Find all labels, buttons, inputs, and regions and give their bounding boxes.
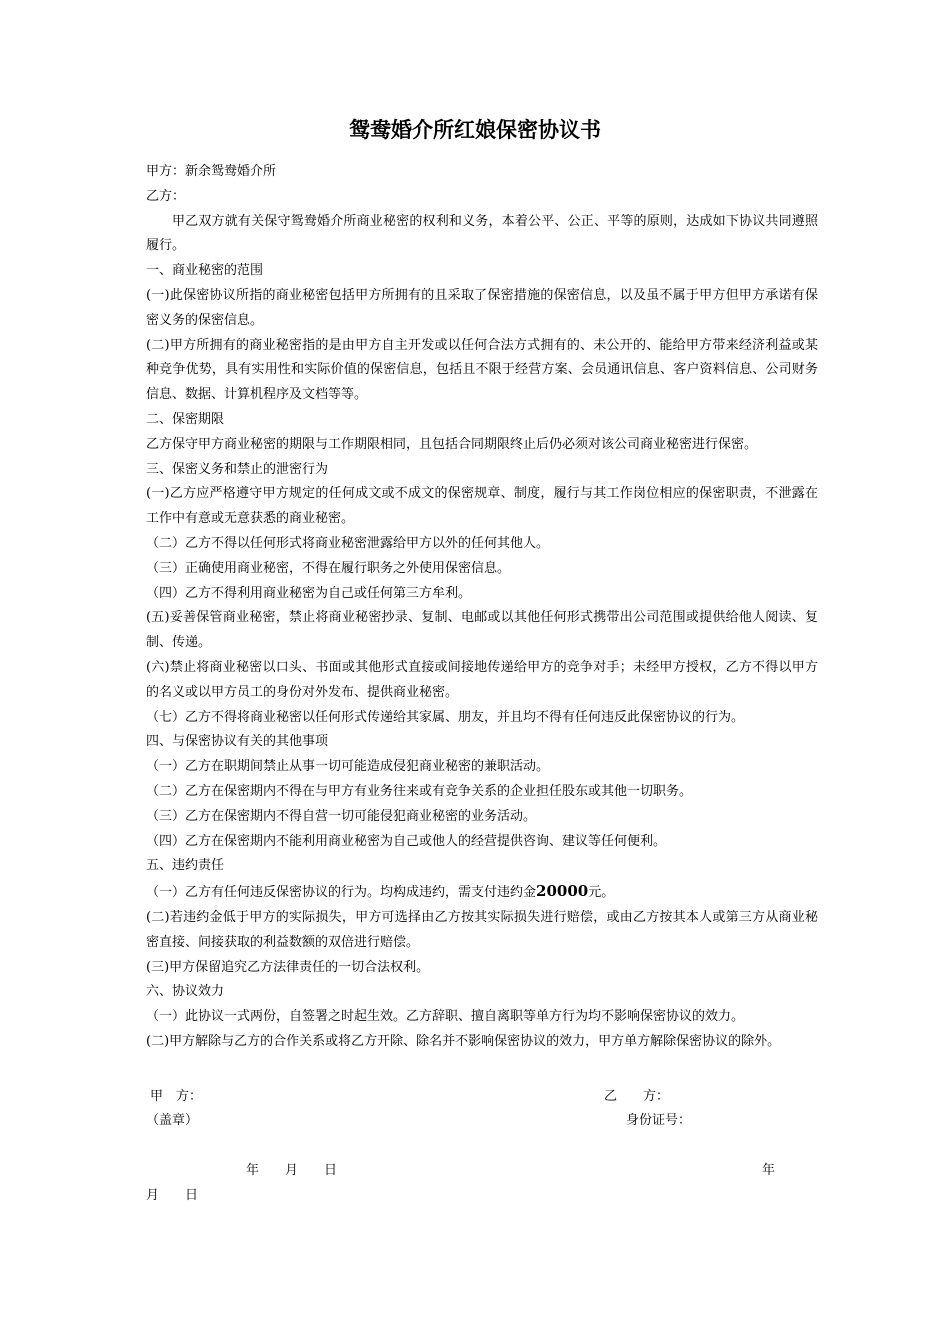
section-heading: 四、与保密协议有关的其他事项 — [146, 734, 329, 750]
section-heading: 六、协议效力 — [146, 984, 225, 1000]
party-b-signature-label: 乙 方： — [604, 1089, 670, 1104]
clause: 乙方保守甲方商业秘密的期限与工作期限相同，且包括合同期限终止后仍必须对该公司商业秘密进行保密。 — [146, 436, 758, 452]
clause: （四）乙方在保密期内不能利用商业秘密为自己或他人的经营提供咨询、建议等任何便利。 — [146, 833, 667, 849]
penalty-amount: 20000 — [536, 882, 589, 901]
section-heading: 二、保密期限 — [146, 411, 225, 427]
section-heading: 五、违约责任 — [146, 858, 225, 874]
party-b-line: 乙方： — [146, 188, 186, 204]
clause: （七）乙方不得将商业秘密以任何形式传递给其家属、朋友，并且均不得有任何违反此保密协议的行为。 — [146, 709, 745, 725]
clause: (二)甲方解除与乙方的合作关系或将乙方开除、除名并不影响保密协议的效力，甲方单方解除保密协议的除外。 — [146, 1033, 781, 1049]
intro-paragraph: 甲乙双方就有关保守鸳鸯婚介所商业秘密的权利和义务，本着公平、公正、平等的原则，达成如下协议共同遵照履行。 — [146, 213, 818, 254]
clause: （二）乙方不得以任何形式将商业秘密泄露给甲方以外的任何其他人。 — [146, 535, 550, 551]
document-body — [146, 160, 818, 1055]
party-a-line: 甲方：新余鸳鸯婚介所 — [146, 164, 277, 179]
penalty-text-pre: （一）乙方有任何违反保密协议的行为。均构成违约，需支付违约金 — [146, 885, 537, 901]
penalty-clause — [146, 879, 818, 906]
clause: (六)禁止将商业秘密以口头、书面或其他形式直接或间接地传递给甲方的竞争对手；未经甲方授权，乙方不得以甲方的名义或以甲方员工的身份对外发布、提供商业秘密。 — [146, 659, 818, 700]
clause: (三)甲方保留追究乙方法律责任的一切合法权利。 — [146, 959, 430, 975]
section-heading: 一、商业秘密的范围 — [146, 263, 264, 279]
party-b-date-year: 年 — [762, 1163, 776, 1178]
party-a-date: 年 月 日 — [246, 1163, 338, 1178]
document-title: 鸳鸯婚介所红娘保密协议书 — [349, 117, 601, 142]
section-heading: 三、保密义务和禁止的泄密行为 — [146, 461, 329, 477]
id-number-label: 身份证号： — [626, 1113, 692, 1128]
clause: （一）此协议一式两份，自签署之时起生效。乙方辞职、擅自离职等单方行为均不影响保密协议的效力。 — [146, 1009, 745, 1025]
clause: (五)妥善保管商业秘密，禁止将商业秘密抄录、复制、电邮或以其他任何形式携带出公司范围或提供给他人阅读、复制、传递。 — [146, 610, 818, 651]
clause: (一)乙方应严格遵守甲方规定的任何成文或不成文的保密规章、制度，履行与其工作岗位相应的保密职责，不泄露在工作中有意或无意获悉的商业秘密。 — [146, 486, 818, 527]
party-a-signature-label: 甲 方： — [150, 1089, 203, 1104]
clause: (二)若违约金低于甲方的实际损失，甲方可选择由乙方按其实际损失进行赔偿，或由乙方按其本人或第三方从商业秘密直接、间接获取的利益数额的双倍进行赔偿。 — [146, 909, 818, 950]
clause: （三）乙方在保密期内不得自营一切可能侵犯商业秘密的业务活动。 — [146, 808, 537, 824]
clause: (一)此保密协议所指的商业秘密包括甲方所拥有的且采取了保密措施的保密信息，以及虽不属于甲方但甲方承诺有保密义务的保密信息。 — [146, 287, 818, 328]
clause: （二）乙方在保密期内不得在与甲方有业务往来或有竞争关系的企业担任股东或其他一切职务。 — [146, 783, 693, 799]
penalty-text-post: 元。 — [588, 885, 615, 901]
party-b-date-month-day: 月 日 — [146, 1188, 199, 1203]
clause: （三）正确使用商业秘密，不得在履行职务之外使用保密信息。 — [146, 560, 511, 576]
seal-label: （盖章） — [146, 1113, 199, 1128]
clause: （四）乙方不得利用商业秘密为自己或任何第三方牟利。 — [146, 585, 472, 601]
clause: (二)甲方所拥有的商业秘密指的是由甲方自主开发或以任何合法方式拥有的、未公开的、能给甲方带来经济利益或某种竞争优势，具有实用性和实际价值的保密信息，包括且不限于经营方案、会员通讯信息、客户资料信息、公司财务信息、数据、计算机程序及文档等等。 — [146, 337, 818, 403]
clause: （一）乙方在职期间禁止从事一切可能造成侵犯商业秘密的兼职活动。 — [146, 759, 550, 775]
